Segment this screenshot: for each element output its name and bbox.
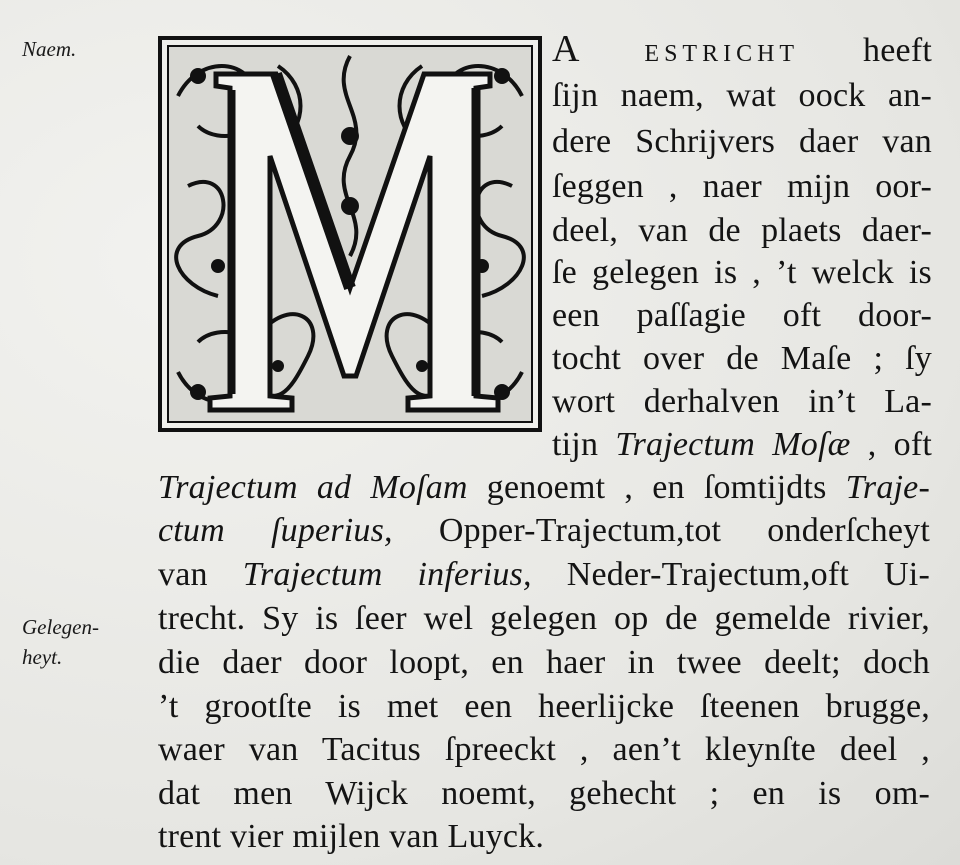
text-line-16: ’t grootſte is met een heerlijcke ſteenen brugge, <box>158 688 930 725</box>
text-line-3: dere Schrijvers daer van <box>552 123 932 160</box>
text-heeft: heeft <box>799 32 933 69</box>
text-line-1 <box>552 28 932 76</box>
margin-note-gelegenheyt <box>22 612 132 672</box>
text-tijn: tijn <box>552 426 616 463</box>
text-van: van <box>158 556 243 593</box>
margin-note-line-1: Gelegen- <box>22 615 99 639</box>
text-line-8: tocht over de Maſe ; ſy <box>552 340 932 377</box>
latin-ctum-superius: ctum ſuperius, <box>158 512 393 549</box>
text-line-6: ſe gelegen is , ’t welck is <box>552 254 932 291</box>
text-line-12 <box>158 509 930 552</box>
text-oft: , oft <box>850 426 933 463</box>
margin-note-naem: Naem. <box>22 37 77 61</box>
latin-traje: Traje- <box>845 469 930 506</box>
text-line-18: dat men Wijck noemt, gehecht ; en is om- <box>158 775 930 812</box>
latin-trajectum-inferius: Trajectum inferius, <box>242 556 532 593</box>
text-genoemt: genoemt , en ſomtijdts <box>467 469 846 506</box>
text-line-2: ſijn naem, wat oock an- <box>552 77 932 114</box>
text-line-19: trent vier mijlen van Luyck. <box>158 818 545 855</box>
text-opper-trajectum: Opper-Trajectum,tot onderſcheyt <box>392 512 930 549</box>
text-neder-trajectum: Neder-Trajectum,oft Ui- <box>531 556 930 593</box>
text-line-4: ſeggen , naer mijn oor- <box>552 168 932 205</box>
margin-note-line-2: heyt. <box>22 645 63 669</box>
decorated-initial-m <box>158 36 542 432</box>
text-line-5: deel, van de plaets daer- <box>552 212 932 249</box>
text-line-10 <box>552 423 932 466</box>
text-line-17: waer van Tacitus ſpreeckt , aen’t kleynſte deel , <box>158 731 930 768</box>
smallcaps-estricht: ESTRICHT <box>644 41 800 67</box>
text-line-14: trecht. Sy is ſeer wel gelegen op de gemelde rivier, <box>158 600 930 637</box>
cap-a: A <box>552 28 581 70</box>
latin-trajectum-ad-mosam: Trajectum ad Moſam <box>158 469 468 506</box>
text-line-15: die daer door loopt, en haer in twee deelt; doch <box>158 644 930 681</box>
latin-trajectum-mosae: Trajectum Moſæ <box>615 426 851 463</box>
text-line-13 <box>158 553 930 596</box>
text-line-7: een paſſagie oft door- <box>552 297 932 334</box>
text-line-11 <box>158 466 930 509</box>
text-line-9: wort derhalven in’t La- <box>552 383 932 420</box>
